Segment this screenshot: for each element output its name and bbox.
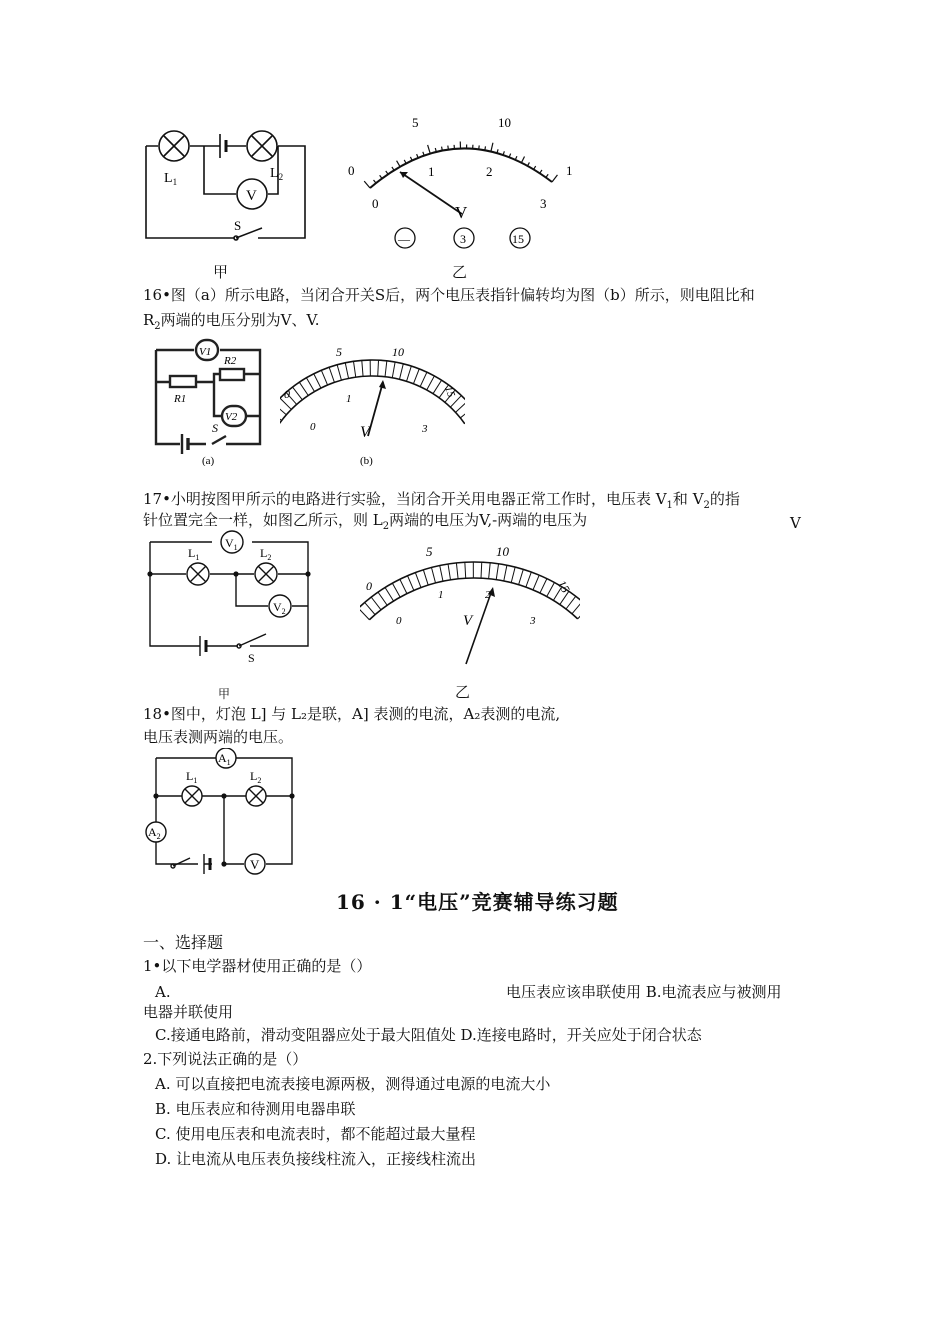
meter-band-tick	[280, 411, 282, 421]
top-meter-tick	[491, 143, 493, 152]
top-meter-tick	[546, 174, 548, 177]
meter-band-tick	[440, 566, 443, 582]
meter-band-tick	[540, 579, 547, 593]
q16-meter-bottom-3: 3	[422, 423, 428, 435]
meter-band-tick	[456, 563, 458, 579]
exercise-title: 16 · 1“电压”竞赛辅导练习题	[336, 890, 619, 914]
top-circuit-diagram	[138, 122, 318, 247]
top-meter-left-zero: 0	[348, 163, 355, 178]
top-meter-top-tick-5: 5	[412, 115, 419, 130]
meter-band-tick	[392, 362, 395, 378]
top-meter-tick	[442, 147, 443, 151]
q17-line1: 17•小明按图甲所示的电路进行实验，当闭合开关用电器正常工作时，电压表 $V_1$和 $V_2$的指	[143, 490, 740, 511]
meter-band-tick	[431, 567, 435, 582]
q17-meter-tick-5: 5	[426, 544, 433, 559]
top-meter-tick	[528, 162, 530, 166]
q18-circuit-diagram	[140, 748, 300, 876]
q17-l1-label: $L_1$	[188, 546, 200, 562]
meter-band-tick	[572, 602, 580, 614]
meter-band-tick	[385, 587, 393, 601]
q17-meter-bottom-1: 1	[438, 589, 444, 601]
meter-band-tick	[481, 562, 482, 578]
q17-meter-bottom-3: 3	[530, 615, 536, 627]
meter-band-tick	[345, 363, 348, 379]
q17-right-caption: 乙	[455, 683, 471, 701]
meter-band-tick	[378, 592, 387, 605]
top-meter-tick	[428, 145, 431, 154]
top-meter-tick	[479, 145, 480, 149]
meter-band-tick	[306, 378, 314, 392]
q18-line2: 电压表测两端的电压。	[143, 728, 294, 746]
top-meter-ticks	[364, 142, 557, 188]
terminal-3: 3	[460, 232, 466, 246]
top-meter-right-one: 1	[566, 163, 573, 178]
q17-meter-bottom-0: 0	[396, 615, 402, 627]
q17-line2: 针位置完全一样，如图乙所示，则 $L_2$两端的电压为V,-两端的电压为	[143, 511, 588, 532]
meter-band-tick	[413, 369, 419, 384]
meter-band-tick	[299, 382, 308, 395]
q18-voltmeter-label: V	[250, 857, 260, 872]
meter-band-tick	[489, 563, 491, 579]
top-meter-bottom-tick-2: 2	[486, 164, 493, 179]
q16-line2: $R_2$两端的电压分别为V、V.	[143, 311, 320, 332]
meter-band-tick	[526, 572, 531, 587]
q1-option-c-d: C.接通电路前，滑动变阻器应处于最大阻值处 D.连接电路时，开关应处于闭合状态	[155, 1026, 702, 1044]
meter-band-tick	[433, 380, 442, 394]
meter-band-tick	[427, 376, 435, 390]
q16-line1: 16•图（a）所示电路，当闭合开关S后，两个电压表指针偏转均为图（b）所示，则电阻比和	[143, 286, 755, 304]
q17-meter-right-15: 15	[554, 577, 573, 596]
top-meter-tick	[380, 175, 382, 178]
q16-v1-label: V1	[199, 346, 212, 358]
section-heading-choice: 一、选择题	[143, 933, 224, 952]
top-meter-needle-label: V	[455, 203, 468, 222]
terminal-negative: —	[398, 232, 410, 246]
q2-option-a: A. 可以直接把电流表接电源两极，测得通过电源的电流大小	[155, 1075, 551, 1093]
top-meter-tick	[374, 180, 376, 183]
meter-band-tick	[280, 404, 286, 415]
q18-l1-label: $L_1$	[186, 769, 198, 785]
meter-band-tick	[415, 573, 421, 588]
top-meter-tick	[521, 156, 524, 162]
meter-band-tick	[314, 374, 321, 388]
top-meter-bottom-tick-0: 0	[372, 196, 379, 211]
meter-band-tick	[329, 367, 334, 382]
meter-band-tick	[456, 402, 465, 413]
meter-band-tick	[360, 608, 369, 620]
q17-meter-diagram	[360, 540, 580, 670]
top-meter-tick	[515, 156, 517, 160]
meter-band-tick	[400, 579, 407, 593]
meter-band-tick	[399, 364, 403, 380]
q16-caption-a: (a)	[202, 455, 215, 466]
q16-meter-right-15: 15	[442, 384, 458, 399]
meter-band-tick	[450, 396, 461, 408]
meter-band-tick	[511, 567, 515, 583]
meter-band-tick	[353, 361, 355, 377]
q16-meter-bottom-0: 0	[310, 421, 316, 433]
meter-band-inner	[369, 578, 577, 620]
meter-band-tick	[362, 360, 363, 376]
q17-meter-needle-label: V	[463, 613, 473, 629]
top-meter-tick	[410, 157, 412, 161]
top-right-caption: 乙	[452, 263, 468, 281]
meter-band-tick	[448, 564, 450, 580]
meter-band-tick	[337, 365, 341, 380]
q1-option-a-label: A.	[155, 983, 171, 1001]
top-meter-tick	[485, 146, 486, 150]
top-meter-tick	[540, 170, 542, 173]
q17-l2-label: $L_2$	[260, 546, 272, 562]
q17-meter-bottom-2: 2	[485, 589, 491, 601]
top-meter-diagram	[340, 110, 580, 250]
top-left-caption: 甲	[213, 263, 229, 281]
q2-stem: 2.下列说法正确的是（）	[143, 1050, 308, 1068]
meter-band-tick	[496, 564, 498, 580]
q1-stem: 1•以下电学器材使用正确的是（）	[143, 957, 372, 975]
meter-band-tick	[321, 370, 327, 385]
meter-band-tick	[407, 366, 412, 381]
meter-band-tick	[420, 372, 427, 387]
q17-v2-label: $V_2$	[273, 600, 286, 616]
top-meter-tick	[364, 181, 370, 188]
top-meter-tick	[386, 171, 388, 174]
meter-band-tick	[533, 575, 539, 590]
voltmeter-label: V	[246, 188, 257, 204]
q16-r2-label: R2	[224, 355, 237, 367]
meter-band-tick	[423, 570, 428, 585]
meter-band-tick	[371, 597, 381, 610]
meter-band-tick	[460, 408, 465, 418]
q17-v1-label: $V_1$	[225, 536, 238, 552]
q16-meter-diagram	[280, 340, 465, 470]
q18-a2-label: $A_2$	[148, 825, 161, 841]
lamp-l2-label: $L_2$	[270, 166, 284, 182]
q16-meter-left-zero: 0	[284, 387, 290, 401]
q16-circuit-diagram	[150, 336, 270, 466]
meter-band-outer	[280, 360, 465, 418]
q16-meter-tick-5: 5	[336, 345, 342, 359]
q16-switch-label: S	[212, 421, 218, 435]
switch-label: S	[234, 218, 242, 233]
q18-line1: 18•图中，灯泡 L] 与 L₂是联，A] 表测的电流，A₂表测的电流,	[143, 705, 561, 723]
q17-meter-tick-10: 10	[496, 544, 509, 559]
top-meter-top-tick-10: 10	[498, 115, 511, 130]
q16-v2-label: V2	[225, 411, 238, 423]
top-meter-bottom-tick-1: 1	[428, 164, 435, 179]
meter-band-tick	[465, 562, 466, 578]
q1-option-a-b-text: 电压表应该串联使用 B.电流表应与被测用	[506, 983, 782, 1001]
terminal-15: 15	[512, 232, 524, 246]
q2-option-d: D. 让电流从电压表负接线柱流入，正接线柱流出	[155, 1150, 477, 1168]
q1-option-b-continued: 电器并联使用	[143, 1003, 234, 1021]
meter-band-tick	[408, 576, 414, 591]
top-meter-tick	[448, 146, 449, 150]
q16-caption-b: (b)	[360, 455, 373, 467]
meter-band-tick	[566, 596, 576, 609]
q17-line2-tail: V	[790, 514, 801, 532]
q16-r1-label: R1	[174, 393, 187, 405]
q18-l2-label: $L_2$	[250, 769, 262, 785]
q17-circuit-diagram	[142, 528, 317, 666]
meter-band-tick	[293, 387, 303, 400]
lamp-l1-label: $L_1$	[164, 171, 178, 187]
q2-option-c: C. 使用电压表和电流表时，都不能超过最大量程	[155, 1125, 476, 1143]
top-meter-tick	[397, 161, 400, 167]
q18-a1-label: $A_1$	[218, 751, 231, 767]
meter-band-tick	[392, 583, 400, 597]
top-meter-tick	[404, 160, 406, 164]
meter-band-tick	[519, 569, 524, 584]
q2-option-b: B. 电压表应和待测用电器串联	[155, 1100, 356, 1118]
top-meter-tick	[552, 175, 557, 182]
q17-switch-label: S	[248, 651, 255, 665]
q16-meter-bottom-1: 1	[346, 393, 352, 405]
meter-band-tick	[547, 582, 555, 596]
meter-band-tick	[578, 607, 580, 619]
meter-band-tick	[385, 361, 387, 377]
q16-meter-tick-10: 10	[392, 345, 404, 359]
meter-band-tick	[378, 360, 379, 376]
q17-meter-left-zero: 0	[366, 579, 372, 593]
meter-band-tick	[504, 565, 507, 581]
q17-meter-scale-band	[360, 562, 580, 620]
meter-band-tick	[365, 602, 375, 614]
q16-meter-needle-label: V	[360, 424, 370, 441]
top-meter-bottom-tick-3: 3	[540, 196, 547, 211]
q17-left-caption: 甲	[218, 687, 231, 701]
